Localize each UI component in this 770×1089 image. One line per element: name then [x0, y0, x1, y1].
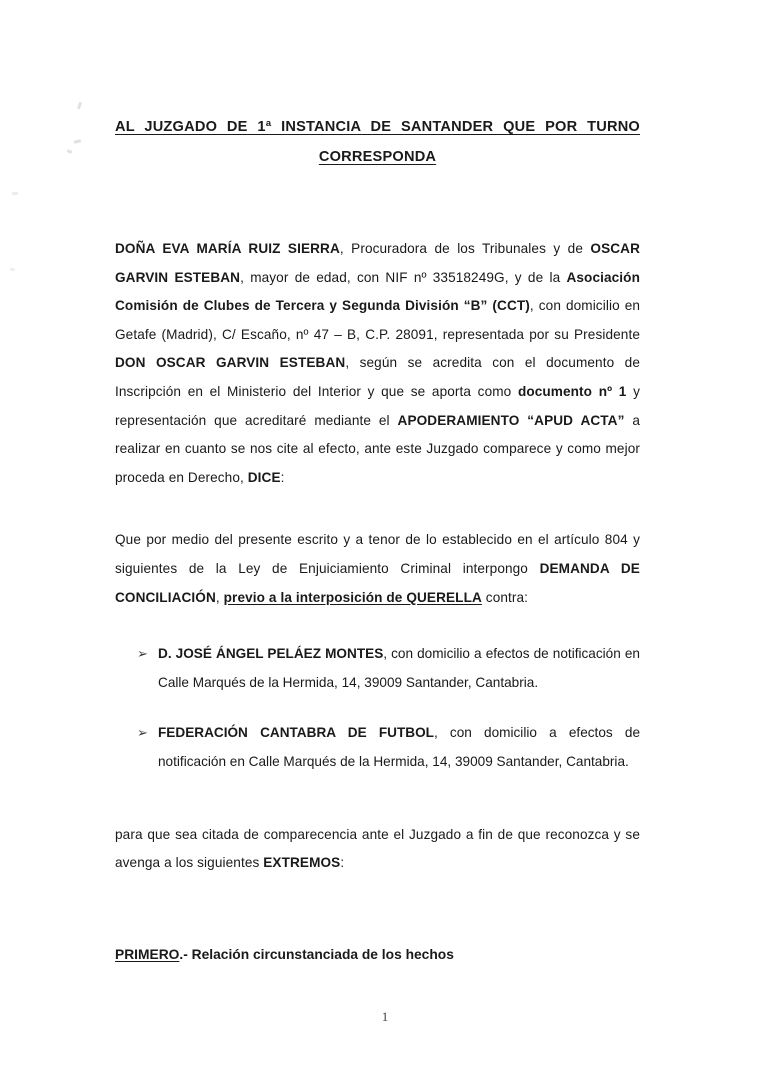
intro-text-6: a realizar en cuanto se nos cite al efecto, ante este Juzgado comparece y como mejor proceda en Derecho, — [115, 412, 640, 485]
scan-smudge — [12, 192, 18, 196]
party-detail: , con domicilio a efectos de notificación en Calle Marqués de la Hermida, 14, 39009 Santander, Cantabria. — [158, 725, 641, 769]
representado-name: OSCAR GARVIN ESTEBAN — [115, 241, 640, 285]
scan-smudge — [74, 139, 81, 143]
scan-smudge — [67, 149, 73, 154]
documento-reference: documento nº 1 — [517, 383, 627, 399]
presidente-name: DON OSCAR GARVIN ESTEBAN — [115, 355, 346, 371]
section-ordinal: PRIMERO — [115, 946, 180, 962]
arrow-bullet-icon: ➢ — [137, 725, 148, 741]
intro-text-3: , con domicilio en Getafe (Madrid), C/ Escaño, nº 47 – B, C.P. 28091, representada por su Presidente — [115, 298, 641, 342]
page-number: 1 — [381, 1010, 389, 1024]
querella-clause: previo a la interposición de QUERELLA — [223, 589, 482, 605]
scan-artifacts — [0, 0, 110, 1089]
dice-paragraph — [115, 526, 640, 612]
extremos-keyword: EXTREMOS — [263, 855, 341, 871]
procuradora-name: DOÑA EVA MARÍA RUIZ SIERRA — [115, 241, 340, 256]
parties-list — [115, 640, 640, 776]
arrow-bullet-icon: ➢ — [137, 646, 148, 662]
scan-smudge — [77, 102, 82, 110]
intro-text-2: , mayor de edad, con NIF nº 33518249G, y de la — [240, 269, 567, 285]
page-title — [115, 0, 640, 172]
document-content — [115, 0, 640, 968]
closing-paragraph — [115, 821, 640, 878]
intro-text-7: : — [280, 469, 285, 485]
section-heading-text: .- Relación circunstanciada de los hechos — [179, 946, 454, 962]
dice-text-1: Que por medio del presente escrito y a tenor de lo establecido en el artículo 804 y siguientes de la Ley de Enjuiciamiento Criminal interpongo — [115, 532, 640, 576]
party-detail: , con domicilio a efectos de notificación en Calle Marqués de la Hermida, 14, 39009 Santander, Cantabria. — [158, 646, 640, 690]
intro-text-5: y representación que acreditaré mediante el — [115, 383, 640, 428]
dice-keyword: DICE — [247, 469, 281, 485]
closing-text-2: : — [340, 855, 345, 871]
scan-smudge — [10, 267, 16, 271]
demanda-conciliacion-term: DEMANDA DE CONCILIACIÓN — [115, 560, 640, 605]
dice-text-3: contra: — [481, 589, 529, 605]
intro-paragraph — [115, 235, 640, 492]
page-title-line-1: AL JUZGADO DE 1ª INSTANCIA DE SANTANDER QUE POR TURNO — [115, 119, 640, 135]
party-name: FEDERACIÓN CANTABRA DE FUTBOL — [158, 725, 434, 741]
party-name: D. JOSÉ ÁNGEL PELÁEZ MONTES — [158, 646, 384, 662]
asociacion-name: Asociación Comisión de Clubes de Tercera y Segunda División “B” (CCT) — [115, 269, 640, 314]
closing-text-1: para que sea citada de comparecencia ante el Juzgado a fin de que reconozca y se avenga a los siguientes — [115, 826, 640, 871]
page-title-line-2: CORRESPONDA — [318, 149, 437, 165]
intro-text-1: , Procuradora de los Tribunales y de — [339, 241, 591, 256]
list-item — [115, 640, 640, 697]
dice-text-2: , — [215, 589, 224, 605]
intro-text-4: , según se acredita con el documento de Inscripción en el Ministerio del Interior y que se aporta como — [115, 355, 641, 399]
section-heading-primero — [115, 942, 640, 968]
apoderamiento-term: APODERAMIENTO “APUD ACTA” — [397, 412, 625, 428]
list-item — [115, 719, 640, 776]
